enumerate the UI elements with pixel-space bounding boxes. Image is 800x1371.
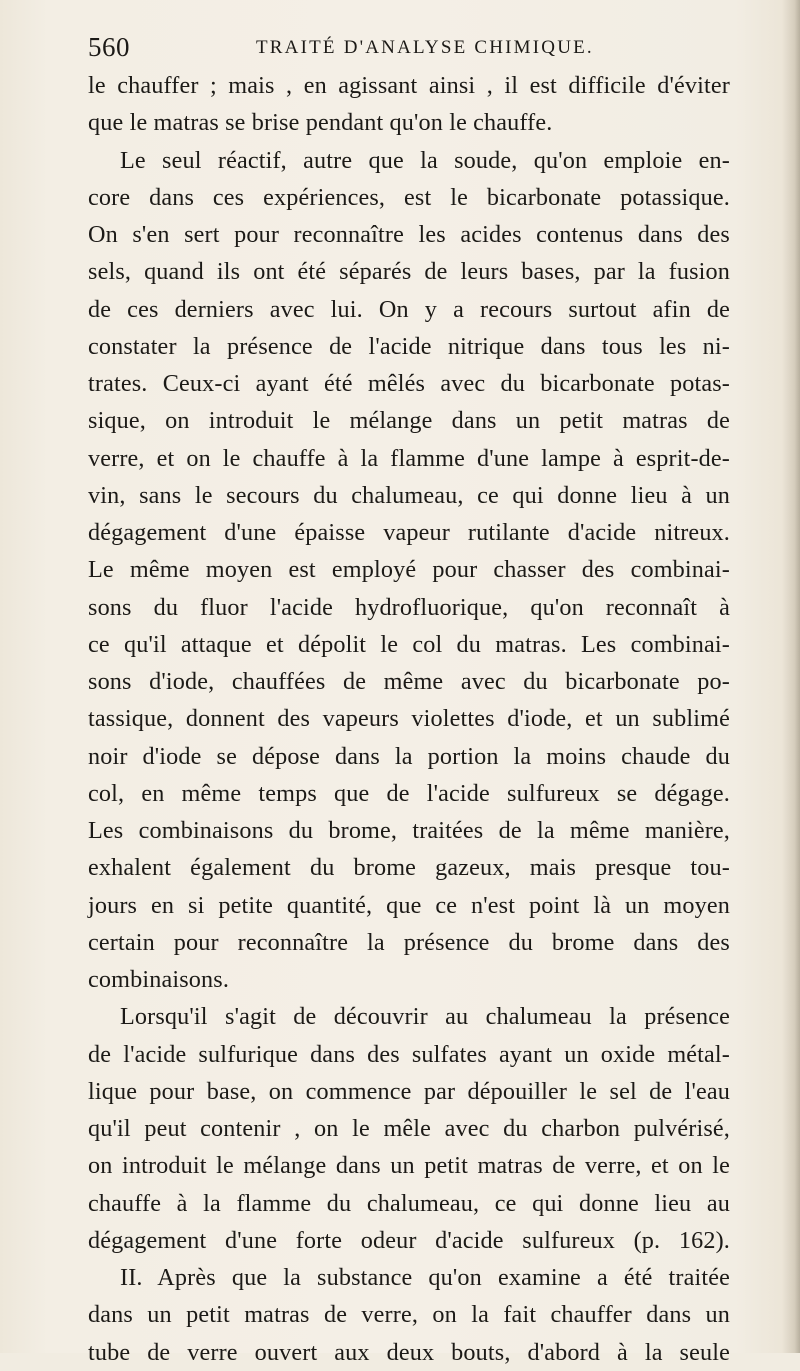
running-title: TRAITÉ D'ANALYSE CHIMIQUE.: [256, 37, 594, 58]
page-header: [88, 32, 730, 66]
text-line: On s'en sert pour reconnaître les acides contenus dans des: [88, 221, 730, 248]
text-line: Le même moyen est employé pour chasser des combinai-: [88, 556, 730, 584]
text-line: chauffe à la flamme du chalumeau, ce qui donne lieu au: [88, 1189, 730, 1217]
text-line: trates. Ceux-ci ayant été mêlés avec du bicarbonate potas-: [88, 370, 730, 397]
text-line: Lorsqu'il s'agit de découvrir au chalumeau la présence: [120, 1003, 730, 1031]
text-line: sique, on introduit le mélange dans un petit matras de: [88, 407, 730, 435]
text-line: lique pour base, on commence par dépouiller le sel de l'eau: [88, 1077, 730, 1105]
page-edge-shadow: [782, 0, 800, 1353]
page-number: 560: [88, 32, 130, 62]
text-line: Le seul réactif, autre que la soude, qu'on emploie en-: [120, 146, 730, 174]
text-line: de l'acide sulfurique dans des sulfates ayant un oxide métal-: [88, 1040, 730, 1068]
text-line: Les combinaisons du brome, traitées de la même manière,: [88, 817, 730, 844]
text-line: dégagement d'une épaisse vapeur rutilante d'acide nitreux.: [88, 519, 730, 546]
body-text: [88, 67, 730, 1371]
text-line: jours en si petite quantité, que ce n'est point là un moyen: [88, 891, 730, 919]
text-line: exhalent également du brome gazeux, mais presque tou-: [88, 854, 730, 882]
text-line: II. Après que la substance qu'on examine a été traitée: [120, 1264, 730, 1291]
text-line: verre, et on le chauffe à la flamme d'une lampe à esprit-de-: [88, 444, 730, 472]
text-line: tassique, donnent des vapeurs violettes d'iode, et un sublimé: [88, 705, 730, 733]
text-line: col, en même temps que de l'acide sulfureux se dégage.: [88, 779, 730, 807]
text-line: noir d'iode se dépose dans la portion la moins chaude du: [88, 742, 730, 770]
text-line: on introduit le mélange dans un petit matras de verre, et on le: [88, 1152, 730, 1180]
text-line: tube de verre ouvert aux deux bouts, d'abord à la seule: [88, 1338, 730, 1366]
text-line: que le matras se brise pendant qu'on le chauffe.: [88, 109, 553, 137]
text-line: core dans ces expériences, est le bicarbonate potassique.: [88, 183, 730, 211]
text-line: dégagement d'une forte odeur d'acide sulfureux (p. 162).: [88, 1226, 730, 1254]
text-line: ce qu'il attaque et dépolit le col du matras. Les combinai-: [88, 630, 730, 658]
text-line: constater la présence de l'acide nitrique dans tous les ni-: [88, 332, 730, 360]
text-line: combinaisons.: [88, 966, 230, 993]
text-line: vin, sans le secours du chalumeau, ce qui donne lieu à un: [88, 481, 730, 509]
text-line: sons du fluor l'acide hydrofluorique, qu'on reconnaît à: [88, 593, 730, 621]
text-line: dans un petit matras de verre, on la fait chauffer dans un: [88, 1301, 730, 1329]
text-line: sons d'iode, chauffées de même avec du bicarbonate po-: [88, 668, 730, 695]
text-line: de ces derniers avec lui. On y a recours surtout afin de: [88, 295, 730, 323]
text-line: sels, quand ils ont été séparés de leurs bases, par la fusion: [88, 258, 730, 286]
text-line: certain pour reconnaître la présence du brome dans des: [88, 928, 730, 956]
text-line: qu'il peut contenir , on le mêle avec du charbon pulvérisé,: [88, 1115, 730, 1142]
text-line: le chauffer ; mais , en agissant ainsi , il est difficile d'éviter: [88, 72, 730, 99]
